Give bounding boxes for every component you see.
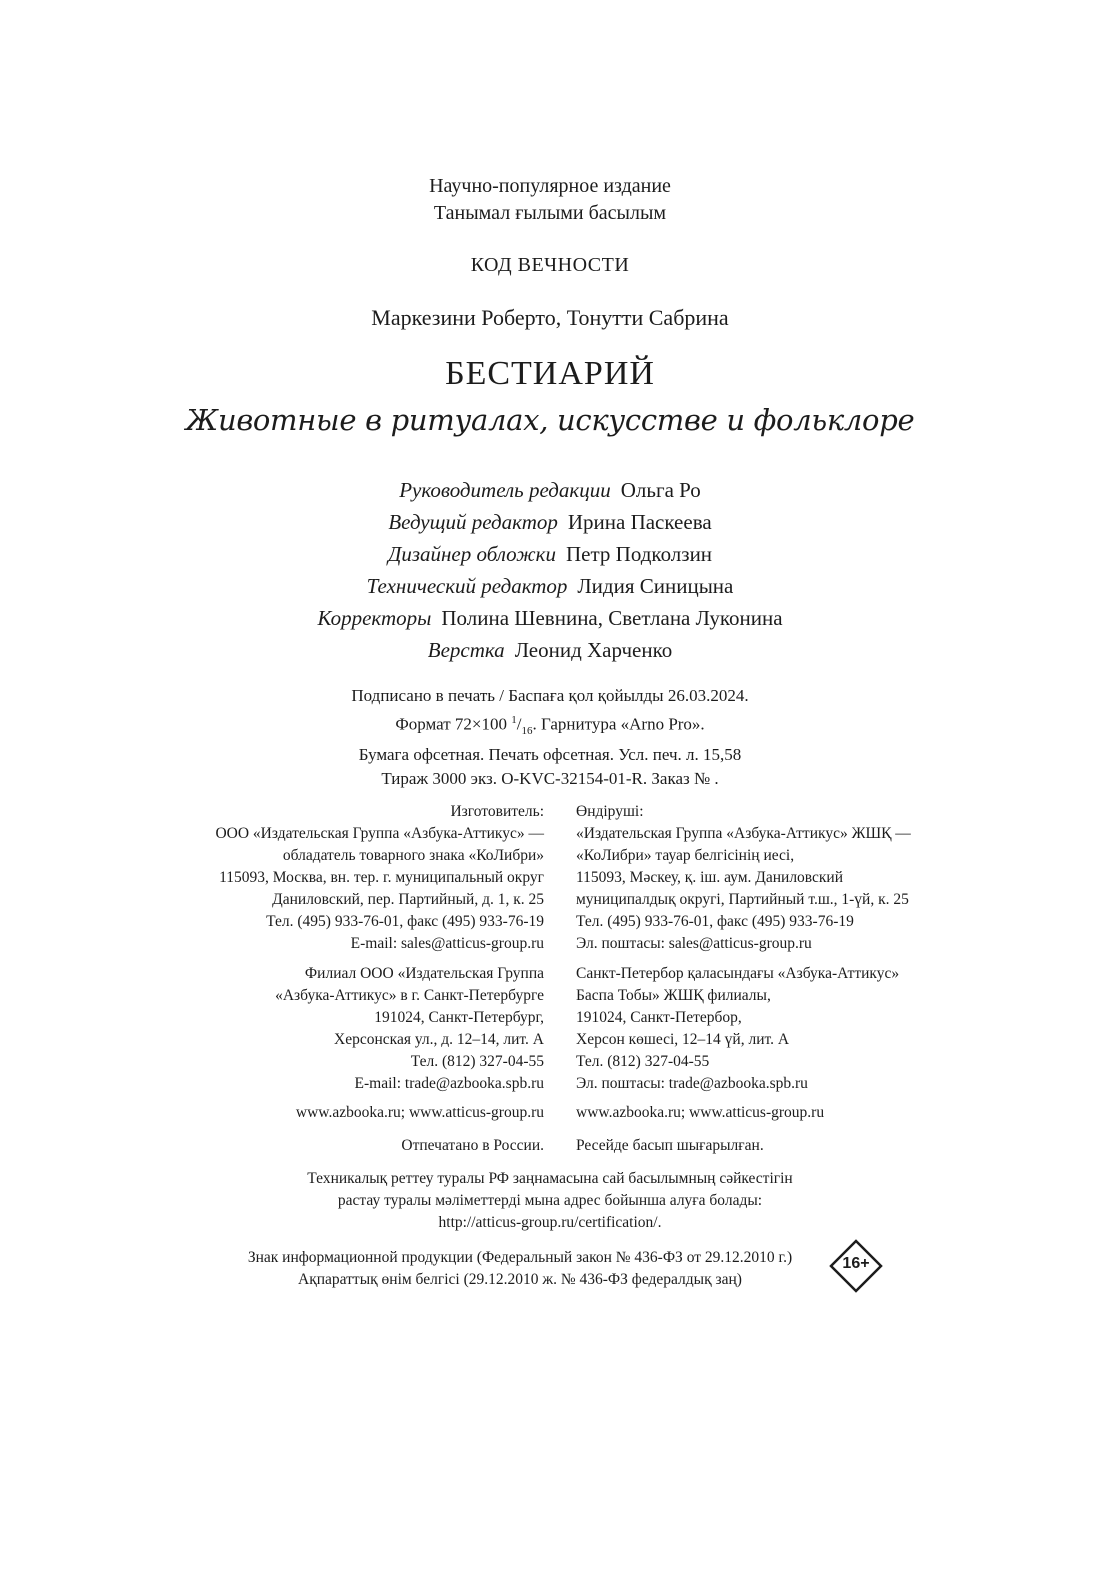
credit-person: Ирина Паскеева	[567, 510, 712, 534]
credit-line	[0, 570, 1100, 602]
genre-block	[0, 173, 1100, 227]
branch-ru-line: 191024, Санкт-Петербург,	[374, 1009, 544, 1026]
branch-kz	[576, 963, 899, 1095]
format-slash: /	[516, 714, 522, 734]
format-denominator: 16	[521, 725, 533, 738]
credit-role: Ведущий редактор	[388, 510, 558, 534]
branch-ru-line: «Азбука-Аттикус» в г. Санкт-Петербурге	[275, 987, 544, 1004]
manufacturer-kz-line: муниципалдық округі, Партийный т.ш., 1-үй, к. 25	[576, 891, 909, 908]
manufacturer-ru-line: ООО «Издательская Группа «Азбука-Аттикус» —	[215, 825, 544, 842]
credit-line	[0, 506, 1100, 538]
manufacturer-kz-line: Эл. поштасы: sales@atticus-group.ru	[576, 935, 812, 952]
manufacturer-kz-line: «КоЛибри» тауар белгісінің иесі,	[576, 847, 795, 864]
branch-kz-line: Тел. (812) 327-04-55	[576, 1053, 710, 1070]
format-prefix: Формат 72×100	[395, 714, 512, 734]
manufacturer-kz-line: «Издательская Группа «Азбука-Аттикус» ЖШҚ —	[576, 825, 911, 842]
credit-line	[0, 634, 1100, 666]
manufacturer-ru-line: 115093, Москва, вн. тер. г. муниципальный округ	[219, 869, 544, 886]
manufacturer-kz-line: Өндіруші:	[576, 803, 644, 820]
age-rating-label: 16+	[842, 1255, 870, 1272]
credit-person: Ольга Ро	[620, 478, 701, 502]
manufacturer-ru-line: Даниловский, пер. Партийный, д. 1, к. 25	[272, 891, 544, 908]
credit-role: Верстка	[427, 638, 505, 662]
book-title: БЕСТИАРИЙ	[445, 355, 655, 392]
credit-person: Леонид Харченко	[514, 638, 673, 662]
series-name: КОД ВЕЧНОСТИ	[470, 254, 630, 276]
branch-kz-line: Херсон көшесі, 12–14 үй, лит. А	[576, 1031, 790, 1048]
manufacturer-ru	[215, 801, 544, 955]
credit-person: Полина Шевнина, Светлана Луконина	[441, 606, 783, 630]
print-info	[0, 684, 1100, 791]
websites-kz: www.azbooka.ru; www.atticus-group.ru	[576, 1104, 825, 1121]
info-product-sign	[200, 1247, 840, 1291]
credit-role: Технический редактор	[366, 574, 568, 598]
circulation-line: Тираж 3000 экз. O-KVC-32154-01-R. Заказ № .	[381, 769, 719, 789]
branch-ru-line: Филиал ООО «Издательская Группа	[304, 965, 544, 982]
websites-ru: www.azbooka.ru; www.atticus-group.ru	[295, 1104, 544, 1121]
credit-line	[0, 602, 1100, 634]
branch-ru	[275, 963, 544, 1095]
info-sign-kz: Ақпараттық өнім белгісі (29.12.2010 ж. № 436-ФЗ федералдық заң)	[298, 1271, 742, 1288]
printed-in-ru: Отпечатано в России.	[401, 1137, 544, 1154]
authors: Маркезини Роберто, Тонутти Сабрина	[371, 305, 729, 330]
branch-ru-line: Херсонская ул., д. 12–14, лит. А	[334, 1031, 544, 1048]
branch-kz-line: 191024, Санкт-Петербор,	[576, 1009, 742, 1026]
certification-note	[0, 1168, 1100, 1234]
branch-ru-line: Тел. (812) 327-04-55	[410, 1053, 544, 1070]
genre-kz: Танымал ғылыми басылым	[433, 202, 667, 224]
credit-role: Дизайнер обложки	[387, 542, 557, 566]
format-suffix: . Гарнитура «Arno Pro».	[532, 714, 705, 734]
age-rating-badge	[829, 1239, 883, 1293]
branch-kz-line: Баспа Тобы» ЖШҚ филиалы,	[576, 987, 771, 1004]
manufacturer-ru-line: Тел. (495) 933-76-01, факс (495) 933-76-19	[266, 913, 544, 930]
format-line	[0, 708, 1100, 743]
credit-person: Петр Подколзин	[566, 542, 713, 566]
certification-url: http://atticus-group.ru/certification/.	[438, 1214, 662, 1231]
book-subtitle: Животные в ритуалах, искусстве и фольклоре	[185, 403, 915, 437]
info-sign-ru: Знак информационной продукции (Федеральный закон № 436-ФЗ от 29.12.2010 г.)	[247, 1249, 793, 1266]
branch-kz-line: Эл. поштасы: trade@azbooka.spb.ru	[576, 1075, 808, 1092]
credit-person: Лидия Синицына	[577, 574, 734, 598]
credits-list	[0, 474, 1100, 666]
credit-role: Корректоры	[317, 606, 432, 630]
certification-line: Техникалық реттеу туралы РФ заңнамасына сай басылымның сәйкестігін	[307, 1170, 793, 1187]
manufacturer-ru-line: обладатель товарного знака «КоЛибри»	[282, 847, 544, 864]
genre-ru: Научно-популярное издание	[429, 175, 671, 197]
printed-in-kz: Ресейде басып шығарылған.	[576, 1137, 764, 1154]
signed-to-print: Подписано в печать / Баспаға қол қойылды 26.03.2024.	[351, 686, 749, 705]
paper-line: Бумага офсетная. Печать офсетная. Усл. печ. л. 15,58	[358, 745, 742, 765]
manufacturer-ru-line: Изготовитель:	[450, 803, 544, 820]
branch-kz-line: Санкт-Петербор қаласындағы «Азбука-Аттикус»	[576, 965, 900, 982]
manufacturer-kz-line: Тел. (495) 933-76-01, факс (495) 933-76-19	[576, 913, 854, 930]
format-numerator: 1	[511, 714, 517, 726]
credit-role: Руководитель редакции	[399, 478, 611, 502]
branch-ru-line: E-mail: trade@azbooka.spb.ru	[354, 1075, 544, 1092]
credit-line	[0, 474, 1100, 506]
manufacturer-kz	[576, 801, 911, 955]
credit-line	[0, 538, 1100, 570]
certification-line: растау туралы мәліметтерді мына адрес бойынша алуға болады:	[337, 1192, 763, 1209]
manufacturer-ru-line: E-mail: sales@atticus-group.ru	[350, 935, 544, 952]
manufacturer-kz-line: 115093, Мәскеу, қ. іш. аум. Даниловский	[576, 869, 844, 886]
